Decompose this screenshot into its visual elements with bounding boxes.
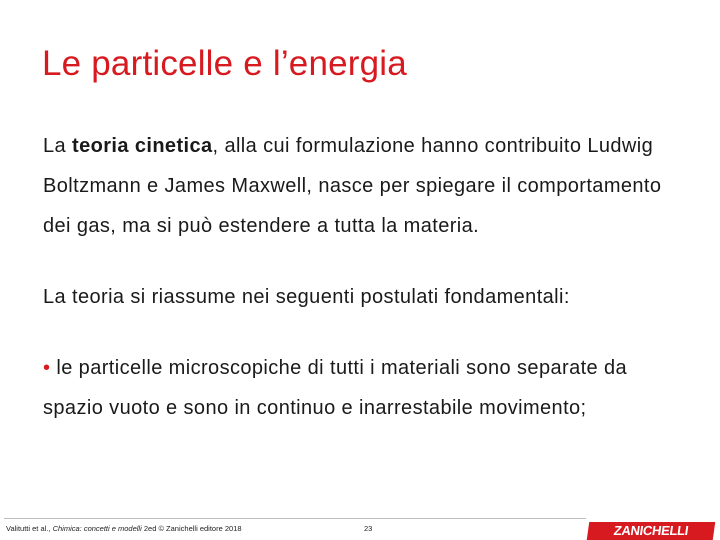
bullet-item [43, 348, 693, 428]
intro-bold-term: teoria cinetica [72, 135, 213, 157]
postulates-intro: La teoria si riassume nei seguenti postulati fondamentali: [43, 286, 570, 308]
page-number: 23 [364, 524, 373, 533]
credit-prefix: Valitutti et al., [6, 524, 53, 533]
intro-prefix: La [43, 135, 73, 157]
publisher-logo: ZANICHELLI [587, 522, 716, 540]
intro-paragraph [43, 126, 693, 246]
bullet-marker: • [43, 357, 51, 379]
footer-divider [4, 518, 586, 519]
credit-suffix: 2ed © Zanichelli editore 2018 [141, 524, 242, 533]
intro-suffix: , alla cui formulazione hanno contribuito Ludwig Boltzmann e James Maxwell, nasce per spiegare il comportamento dei gas, ma si può estendere a tutta la materia. [43, 135, 662, 237]
credit-title: Chimica: concetti e modelli [52, 524, 142, 533]
slide-body [43, 126, 693, 428]
slide-title: Le particelle e l’energia [42, 44, 407, 83]
footer-credit [6, 524, 242, 533]
bullet-text: le particelle microscopiche di tutti i materiali sono separate da spazio vuoto e sono in continuo e inarrestabile movimento; [43, 357, 628, 419]
